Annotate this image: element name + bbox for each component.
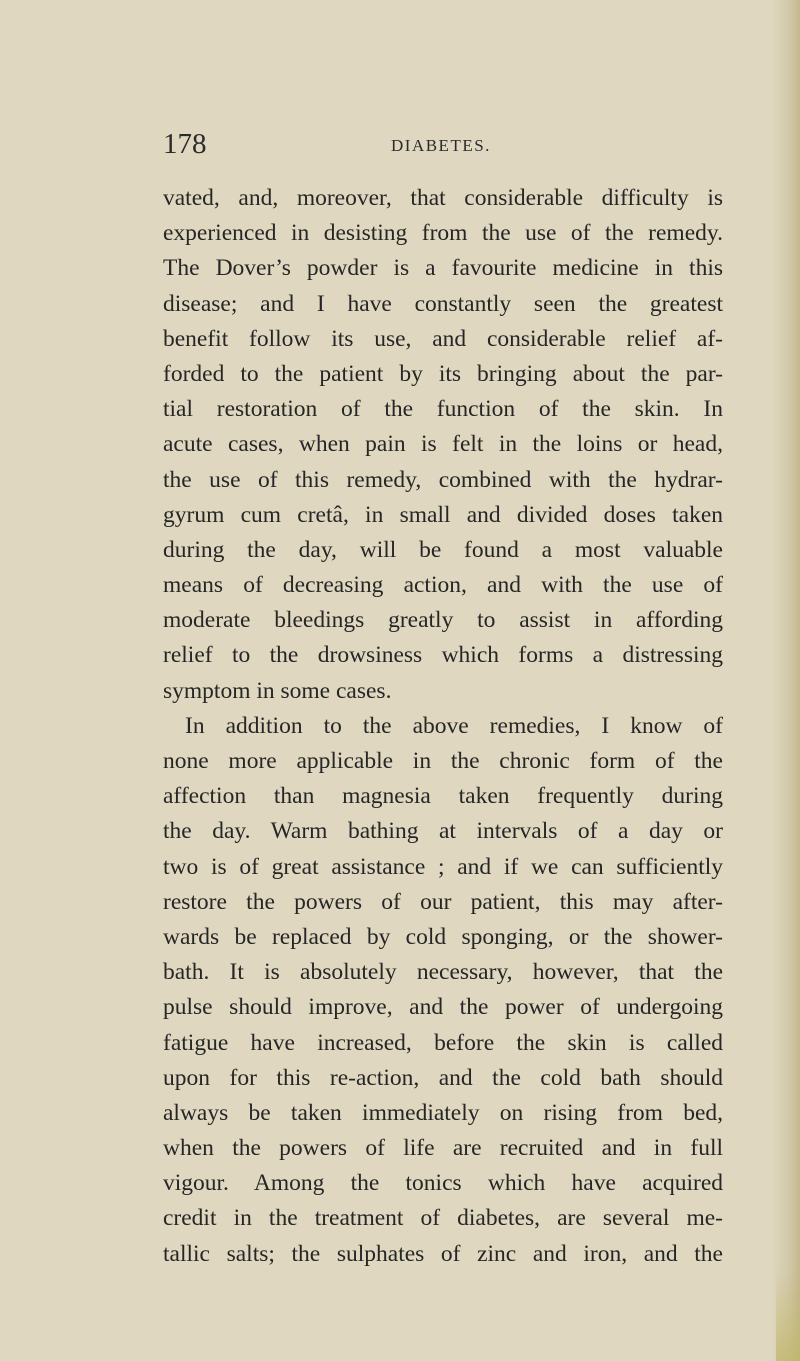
- text-line: upon for this re-action, and the cold bath should: [163, 1064, 723, 1091]
- text-line: restore the powers of our patient, this may after-: [163, 888, 723, 915]
- text-line: during the day, will be found a most valuable: [163, 536, 723, 563]
- text-line: wards be replaced by cold sponging, or the shower-: [163, 923, 723, 950]
- text-line: symptom in some cases.: [163, 677, 392, 704]
- text-line: gyrum cum cretâ, in small and divided doses taken: [163, 501, 723, 528]
- text-line: experienced in desisting from the use of the remedy.: [163, 220, 723, 247]
- text-line: vigour. Among the tonics which have acquired: [163, 1170, 723, 1197]
- page-header: [163, 128, 723, 168]
- text-line: bath. It is absolutely necessary, however, that the: [163, 959, 723, 986]
- text-line: means of decreasing action, and with the use of: [163, 572, 723, 599]
- text-line: vated, and, moreover, that considerable difficulty is: [163, 185, 723, 211]
- text-line: credit in the treatment of diabetes, are several me-: [163, 1205, 723, 1232]
- running-head: DIABETES.: [391, 136, 491, 155]
- text-line: In addition to the above remedies, I know of: [185, 712, 723, 739]
- text-line: relief to the drowsiness which forms a distressing: [163, 642, 723, 669]
- text-line: moderate bleedings greatly to assist in affording: [163, 607, 723, 634]
- text-line: when the powers of life are recruited and in full: [163, 1135, 723, 1162]
- text-line: none more applicable in the chronic form of the: [163, 748, 723, 774]
- text-line: the day. Warm bathing at intervals of a day or: [163, 818, 723, 845]
- text-line: always be taken immediately on rising from bed,: [163, 1099, 723, 1126]
- page-number: 178: [163, 128, 207, 160]
- text-line: affection than magnesia taken frequently during: [163, 783, 723, 810]
- text-line: fatigue have increased, before the skin is called: [163, 1029, 723, 1056]
- page-corner-stain: [776, 1271, 800, 1361]
- text-line: The Dover’s powder is a favourite medicine in this: [163, 255, 723, 282]
- text-line: disease; and I have constantly seen the greatest: [163, 290, 723, 317]
- text-line: benefit follow its use, and considerable relief af-: [163, 325, 723, 352]
- text-line: tial restoration of the function of the skin. In: [163, 396, 723, 423]
- page-edge-shadow: [772, 0, 800, 1361]
- body-text: [163, 181, 723, 1272]
- text-line: pulse should improve, and the power of undergoing: [163, 994, 723, 1021]
- text-line: forded to the patient by its bringing about the par-: [163, 360, 723, 387]
- text-line: acute cases, when pain is felt in the loins or head,: [163, 431, 723, 458]
- text-line: tallic salts; the sulphates of zinc and iron, and the: [163, 1240, 723, 1267]
- text-line: two is of great assistance ; and if we can sufficiently: [163, 853, 723, 880]
- text-line: the use of this remedy, combined with the hydrar-: [163, 466, 723, 493]
